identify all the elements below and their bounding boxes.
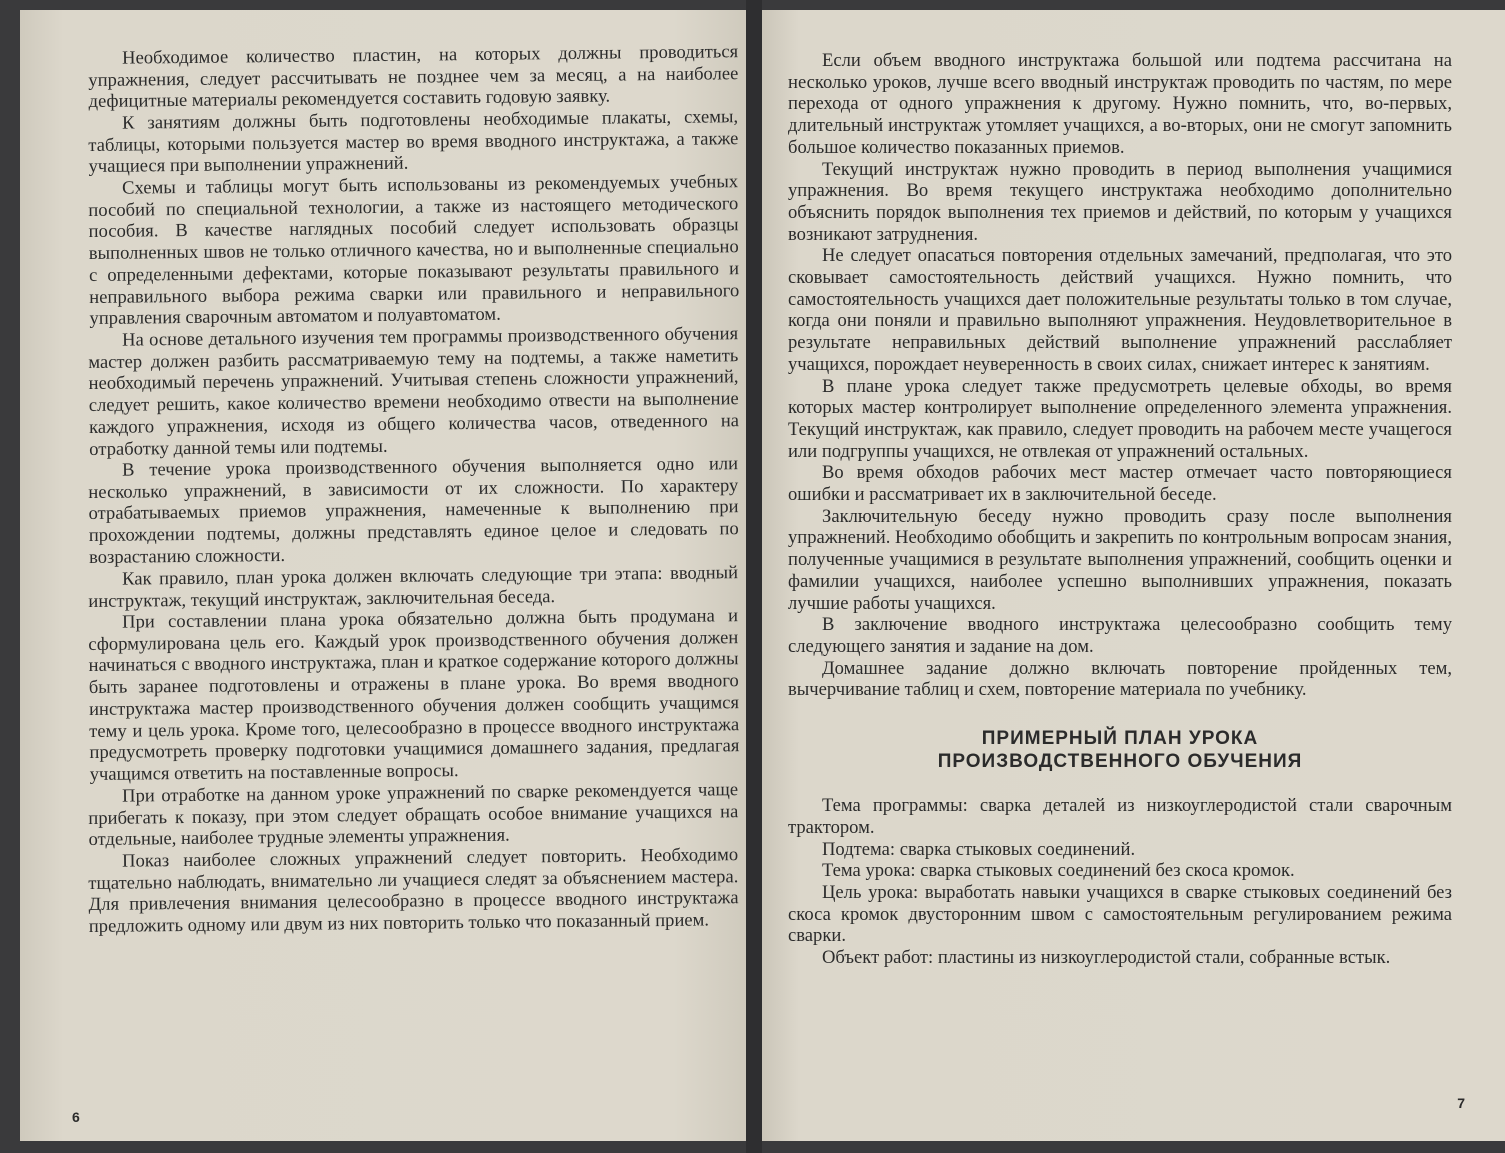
plan-paragraph: Подтема: сварка стыковых соединений. bbox=[822, 838, 1136, 860]
left-text-column bbox=[88, 41, 740, 938]
page-number: 6 bbox=[72, 1109, 80, 1125]
paragraph: Заключительную беседу нужно проводить сразу после выполнения упражнений. Необходимо обобщить и закрепить по контрольным вопросам знания, полученные учащимися в результате выполнения упражнений, сообщить оценки и фамилии учащихся, наиболее успешно выполнивших упражнения, показать лучшие работы учащихся. bbox=[788, 505, 1452, 614]
book-gutter bbox=[746, 0, 762, 1153]
plan-paragraph: Объект работ: пластины из низкоуглеродистой стали, собранные встык. bbox=[822, 947, 1391, 969]
plan-paragraph: Цель урока: выработать навыки учащихся в сварке стыковых соединений без скоса кромок двусторонним швом с самостоятельным регулированием режима сварки. bbox=[788, 881, 1452, 947]
paragraph: В плане урока следует также предусмотреть целевые обходы, во время которых мастер контролирует выполнение определенного элемента упражнения. Текущий инструктаж, как правило, следует проводить на рабочем месте учащегося или подгруппы учащихся, не отвлекая от упражнений остальных. bbox=[788, 375, 1452, 462]
paragraph: Показ наиболее сложных упражнений следует повторить. Необходимо тщательно наблюдать, внимательно ли учащиеся следят за объяснением мастера. Для привлечения внимания целесообразно в процессе вводного инструктажа предложить одному или двум из них повторить только что показанный прием. bbox=[88, 844, 739, 938]
right-text-column bbox=[788, 50, 1452, 969]
paragraph: При отработке на данном уроке упражнений по сварке рекомендуется чаще прибегать к показу, при этом следует обращать особое внимание учащихся на отдельные, наиболее трудные элементы упражнения. bbox=[88, 779, 739, 851]
paragraph: При составлении плана урока обязательно должна быть продумана и сформулирована цель его. Каждый урок производственного обучения должен начинаться с вводного инструктажа, план и краткое содержание которого должны быть заранее подготовлены и отражены в плане урока. Во время вводного инструктажа мастер производственного обучения должен сообщить учащимся тему и цель урока. Кроме того, целесообразно в процессе вводного инструктажа предусмотреть проверку подготовки учащимися домашнего задания, предлагая учащимся ответить на поставленные вопросы. bbox=[88, 605, 740, 786]
right-page bbox=[762, 10, 1505, 1141]
paragraph: Если объем вводного инструктажа большой или подтема рассчитана на несколько уроков, лучше всего вводный инструктаж проводить по частям, по мере перехода от одного упражнения к другому. Нужно помнить, что, во-первых, длительный инструктаж утомляет учащихся, а во-вторых, они не смогут запомнить большое количество показанных приемов. bbox=[788, 50, 1452, 158]
paragraph: Схемы и таблицы могут быть использованы из рекомендуемых учебных пособий по специальной технологии, а также из настоящего методического пособия. В качестве наглядных пособий следует использовать образцы выполненных швов не только отличного качества, но и выполненные специально с определенными дефектами, которые показывают результаты правильного и неправильного выбора режима сварки или правильного и неправильного управления сварочным автоматом и полуавтоматом. bbox=[88, 171, 740, 330]
paragraph: На основе детального изучения тем программы производственного обучения мастер должен разбить рассматриваемую тему на подтемы, а также наметить необходимый перечень упражнений. Учитывая степень сложности упражнений, следует решить, какое количество времени необходимо отвести на выполнение каждого упражнения, исходя из общего количества часов, отведенного на отработку данной темы или подтемы. bbox=[88, 323, 740, 460]
paragraph: Во время обходов рабочих мест мастер отмечает часто повторяющиеся ошибки и рассматривает их в заключительной беседе. bbox=[788, 462, 1452, 506]
paragraph: Как правило, план урока должен включать следующие три этапа: вводный инструктаж, текущий инструктаж, заключительная беседа. bbox=[88, 562, 739, 612]
paragraph: Не следует опасаться повторения отдельных замечаний, предполагая, что это сковывает самостоятельность действий учащихся. Нужно помнить, что самостоятельность учащихся дает положительные результаты только в том случае, когда они поняли и правильно выполняют упражнения. Неудовлетворительное в результате неправильных действий выполнение упражнений расслабляет учащихся, порождает неуверенность в своих силах, снижает интерес к занятиям. bbox=[788, 245, 1452, 375]
page-number: 7 bbox=[1457, 1095, 1465, 1111]
paragraph: В заключение вводного инструктажа целесообразно сообщить тему следующего занятия и задание на дом. bbox=[788, 614, 1452, 657]
paragraph: Необходимое количество пластин, на которых должны проводиться упражнения, следует рассчитывать не позднее чем за месяц, а на наиболее дефицитные материалы рекомендуется составить годовую заявку. bbox=[88, 41, 739, 113]
paragraph: Текущий инструктаж нужно проводить в период выполнения учащимися упражнения. Во время текущего инструктажа необходимо дополнительно объяснить порядок выполнения тех приемов и действий, по которым у учащихся возникают затруднения. bbox=[788, 158, 1452, 245]
plan-paragraph: Тема урока: сварка стыковых соединений без скоса кромок. bbox=[822, 860, 1295, 882]
section-heading bbox=[788, 727, 1452, 773]
paragraph: Домашнее задание должно включать повторение пройденных тем, вычерчивание таблиц и схем, повторение материала по учебнику. bbox=[788, 657, 1452, 701]
section-heading-line1: ПРИМЕРНЫЙ ПЛАН УРОКА bbox=[981, 728, 1259, 750]
paragraph: В течение урока производственного обучения выполняется одно или несколько упражнений, в зависимости от их сложности. По характеру отрабатываемых приемов упражнения, намеченные к выполнению при прохождении подтемы, должны представлять единое целое и следовать по возрастанию сложности. bbox=[88, 453, 739, 569]
section-heading-line2: ПРОИЗВОДСТВЕННОГО ОБУЧЕНИЯ bbox=[937, 751, 1303, 773]
paragraph: К занятиям должны быть подготовлены необходимые плакаты, схемы, таблицы, которыми пользуется мастер во время вводного инструктажа, а также учащиеся при выполнении упражнений. bbox=[88, 106, 739, 178]
plan-paragraph: Тема программы: сварка деталей из низкоуглеродистой стали сварочным трактором. bbox=[788, 795, 1452, 838]
left-page bbox=[20, 10, 746, 1141]
